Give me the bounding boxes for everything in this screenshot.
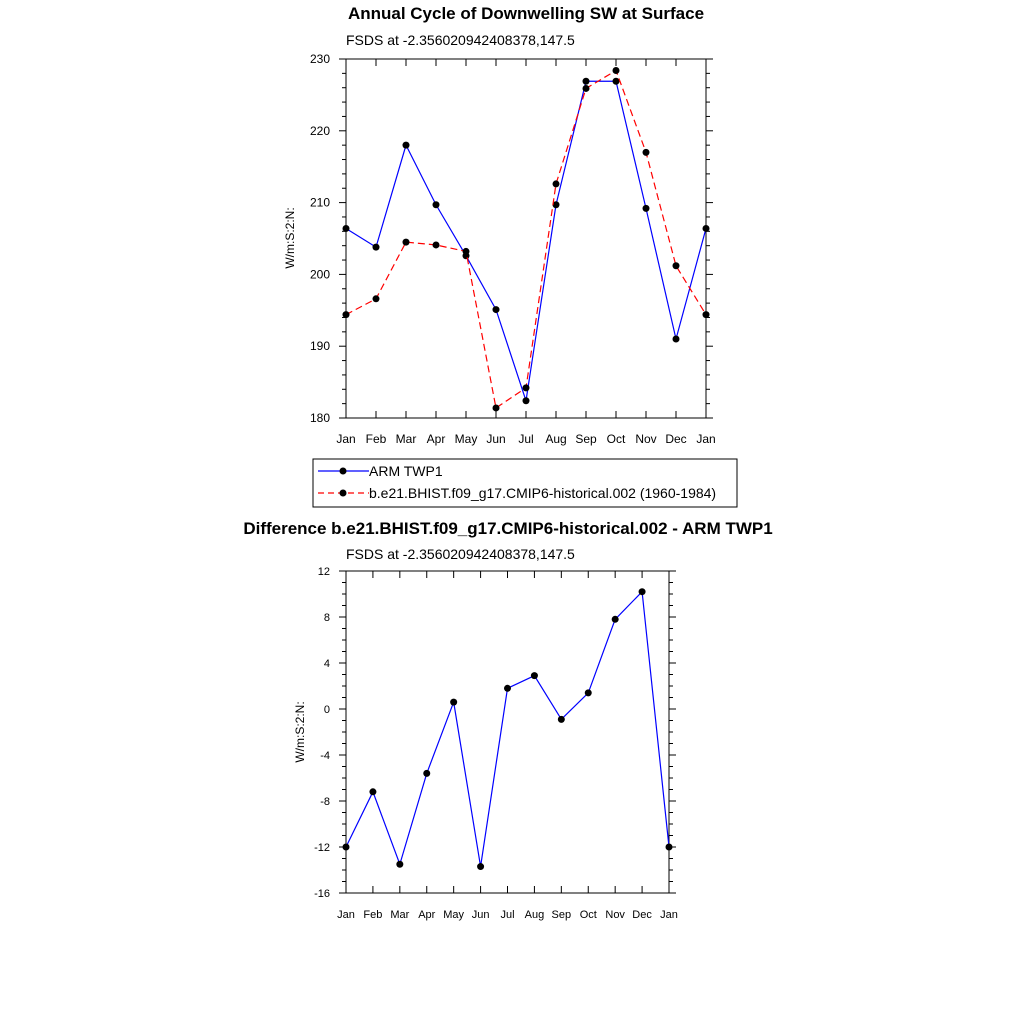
chart1-series-1-point bbox=[583, 85, 590, 92]
chart2-x-tick-label: May bbox=[443, 909, 465, 921]
chart1-x-tick-label: Feb bbox=[365, 432, 387, 446]
chart2-series-0-point bbox=[531, 672, 538, 679]
chart2-subtitle: FSDS at -2.356020942408378,147.5 bbox=[346, 546, 575, 562]
chart1-series-1-point bbox=[403, 239, 410, 246]
chart2-plot-frame bbox=[346, 571, 669, 893]
chart1-y-tick-label: 180 bbox=[309, 411, 330, 425]
chart1-series-1-point bbox=[493, 404, 500, 411]
chart2-plot-area bbox=[314, 566, 678, 921]
legend-marker-arm bbox=[340, 468, 347, 475]
chart1-x-tick-label: Oct bbox=[606, 432, 626, 446]
chart1-series-0-line bbox=[346, 81, 706, 401]
chart1-series-1-point bbox=[613, 67, 620, 74]
chart2-y-tick-label: 0 bbox=[323, 704, 330, 716]
chart2-y-tick-label: -16 bbox=[314, 888, 330, 900]
chart1-series-0-point bbox=[703, 225, 710, 232]
chart2-y-tick-label: -12 bbox=[314, 842, 330, 854]
chart1-series-1-point bbox=[343, 311, 350, 318]
chart1-plot-area bbox=[310, 52, 716, 446]
legend-label-model: b.e21.BHIST.f09_g17.CMIP6-historical.002 (1960-1984) bbox=[369, 485, 717, 501]
chart1-legend bbox=[313, 459, 737, 507]
chart2-x-tick-label: Feb bbox=[363, 909, 383, 921]
chart1-y-tick-label: 230 bbox=[309, 52, 330, 66]
chart1-y-tick-label: 190 bbox=[309, 339, 330, 354]
chart2-series-0-point bbox=[558, 716, 565, 723]
chart2-series-0-point bbox=[450, 699, 457, 706]
chart2-x-tick-label: Aug bbox=[524, 909, 545, 921]
chart2-x-tick-label: Sep bbox=[551, 909, 572, 921]
chart1-series-0-point bbox=[643, 205, 650, 212]
chart1-x-tick-label: Mar bbox=[395, 432, 417, 446]
chart2-series-0-point bbox=[585, 689, 592, 696]
chart1-x-tick-label: Sep bbox=[575, 432, 597, 446]
chart2-series-0-point bbox=[369, 788, 376, 795]
chart1-series-0-point bbox=[673, 336, 680, 343]
chart1-series-1-point bbox=[673, 262, 680, 269]
chart2-x-tick-label: Dec bbox=[632, 909, 652, 921]
chart2-x-tick-label: Mar bbox=[390, 909, 410, 921]
chart2-x-tick-label: Apr bbox=[418, 909, 436, 921]
chart1-y-tick-label: 210 bbox=[309, 195, 330, 210]
chart1-y-tick-label: 200 bbox=[309, 267, 330, 282]
chart1-series-1-point bbox=[523, 384, 530, 391]
chart2-series-0-point bbox=[612, 616, 619, 623]
chart2-series-0-point bbox=[639, 588, 646, 595]
chart1-series-0-point bbox=[523, 397, 530, 404]
chart2-y-tick-label: -8 bbox=[320, 796, 330, 808]
chart2-title: Difference b.e21.BHIST.f09_g17.CMIP6-historical.002 - ARM TWP1 bbox=[243, 519, 773, 538]
chart1-x-tick-label: May bbox=[454, 432, 478, 446]
legend-marker-model bbox=[340, 490, 347, 497]
chart2-y-axis-label: W/m:S:2:N: bbox=[293, 701, 307, 763]
chart2-series-0-line bbox=[346, 592, 669, 867]
chart1-series-0-point bbox=[583, 78, 590, 85]
chart1-series-1-point bbox=[703, 311, 710, 318]
chart2-y-tick-label: 12 bbox=[317, 566, 330, 578]
chart1-series-1-point bbox=[553, 180, 560, 187]
chart1-series-0-point bbox=[493, 306, 500, 313]
chart2-series-0-point bbox=[343, 844, 350, 851]
chart2-y-tick-label: -4 bbox=[320, 750, 330, 762]
chart1-x-tick-label: Jul bbox=[518, 432, 534, 446]
chart2-y-tick-label: 4 bbox=[323, 658, 330, 670]
legend-label-arm: ARM TWP1 bbox=[369, 463, 443, 479]
chart1-series-1-line bbox=[346, 70, 706, 407]
chart1-x-tick-label: Apr bbox=[426, 432, 446, 446]
chart2-x-tick-label: Jul bbox=[500, 909, 515, 921]
chart1-title: Annual Cycle of Downwelling SW at Surface bbox=[347, 4, 705, 23]
chart2-x-tick-label: Jan bbox=[337, 909, 355, 921]
chart2-series-0-point bbox=[396, 861, 403, 868]
chart1-x-tick-label: Dec bbox=[665, 432, 687, 446]
chart1-series-1-point bbox=[463, 248, 470, 255]
chart1-x-tick-label: Jan bbox=[696, 432, 716, 446]
chart1-subtitle: FSDS at -2.356020942408378,147.5 bbox=[346, 32, 575, 48]
chart1-series-0-point bbox=[373, 244, 380, 251]
chart1-y-tick-label: 220 bbox=[309, 123, 330, 138]
chart1-x-tick-label: Jan bbox=[336, 432, 356, 446]
chart1-series-0-point bbox=[433, 201, 440, 208]
chart2-y-tick-label: 8 bbox=[323, 612, 330, 624]
chart2-series-0-point bbox=[504, 685, 511, 692]
chart2-x-tick-label: Jan bbox=[660, 909, 678, 921]
chart1-plot-frame bbox=[346, 59, 706, 418]
chart1-series-1-point bbox=[643, 149, 650, 156]
chart2-x-tick-label: Jun bbox=[471, 909, 490, 921]
chart1-series-0-point bbox=[403, 142, 410, 149]
chart2-series-0-point bbox=[423, 770, 430, 777]
chart1-series-0-point bbox=[343, 225, 350, 232]
chart1-series-1-point bbox=[433, 241, 440, 248]
chart1-x-tick-label: Nov bbox=[635, 432, 657, 446]
chart2-x-tick-label: Nov bbox=[605, 909, 625, 921]
chart1-y-axis-label: W/m:S:2:N: bbox=[283, 207, 297, 269]
chart1-series-1-point bbox=[373, 295, 380, 302]
chart1-x-tick-label: Jun bbox=[486, 432, 506, 446]
chart1-x-tick-label: Aug bbox=[545, 432, 567, 446]
chart2-series-0-point bbox=[666, 844, 673, 851]
chart2-series-0-point bbox=[477, 863, 484, 870]
chart2-x-tick-label: Oct bbox=[579, 909, 597, 921]
